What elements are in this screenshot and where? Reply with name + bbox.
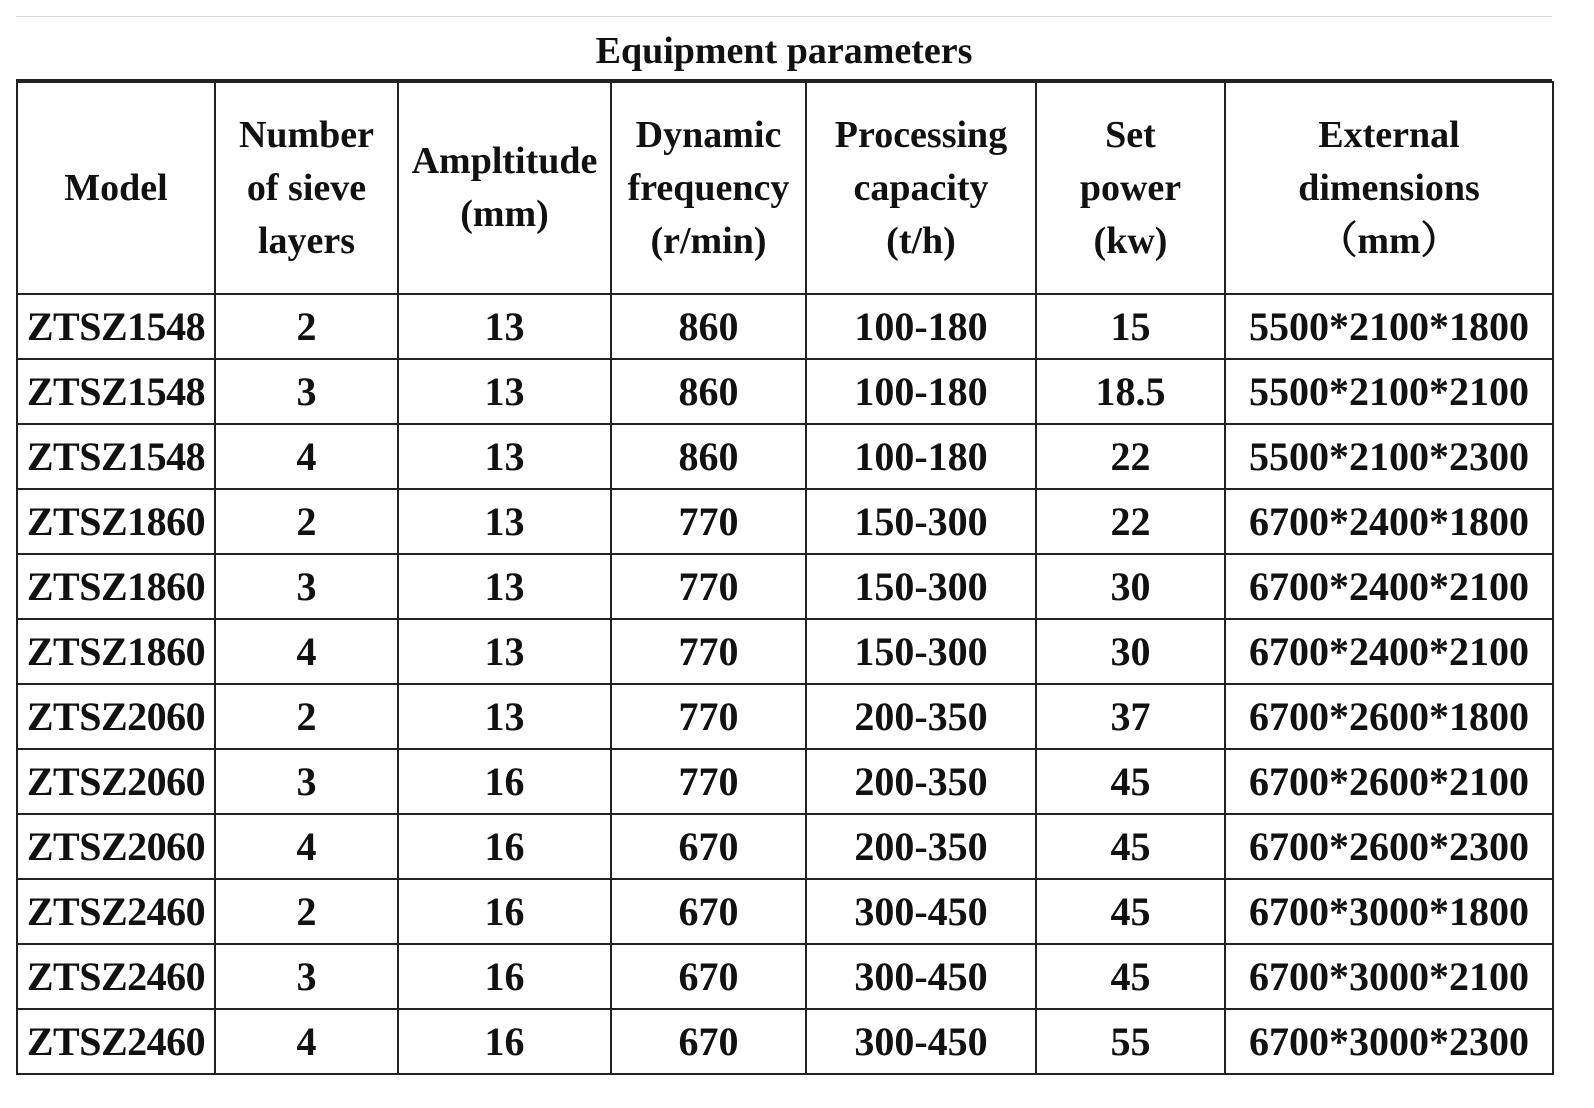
- table-row: [17, 944, 1553, 1009]
- cell-processing-capacity: 100-180: [806, 424, 1036, 489]
- cell-dynamic-frequency: 860: [611, 359, 806, 424]
- cell-amplitude: 16: [398, 749, 611, 814]
- cell-external-dimensions: 5500*2100*2300: [1225, 424, 1553, 489]
- cell-set-power: 15: [1036, 294, 1225, 359]
- cell-processing-capacity: 300-450: [806, 1009, 1036, 1074]
- header-dynamic-frequency: Dynamic frequency (r/min): [611, 82, 806, 294]
- cell-model: ZTSZ2460: [17, 1009, 215, 1074]
- table-title: Equipment parameters: [16, 17, 1552, 81]
- cell-amplitude: 13: [398, 424, 611, 489]
- cell-model: ZTSZ2060: [17, 814, 215, 879]
- cell-external-dimensions: 5500*2100*2100: [1225, 359, 1553, 424]
- cell-sieve-layers: 3: [215, 749, 398, 814]
- table-row: [17, 814, 1553, 879]
- table-row: [17, 879, 1553, 944]
- cell-dynamic-frequency: 770: [611, 684, 806, 749]
- cell-set-power: 30: [1036, 554, 1225, 619]
- cell-model: ZTSZ2060: [17, 684, 215, 749]
- cell-model: ZTSZ1548: [17, 294, 215, 359]
- cell-dynamic-frequency: 670: [611, 814, 806, 879]
- cell-dynamic-frequency: 770: [611, 619, 806, 684]
- header-sieve-layers: Number of sieve layers: [215, 82, 398, 294]
- cell-set-power: 45: [1036, 749, 1225, 814]
- header-row: [17, 82, 1553, 294]
- cell-amplitude: 16: [398, 944, 611, 1009]
- cell-set-power: 37: [1036, 684, 1225, 749]
- cell-model: ZTSZ2060: [17, 749, 215, 814]
- cell-set-power: 22: [1036, 489, 1225, 554]
- cell-set-power: 55: [1036, 1009, 1225, 1074]
- cell-sieve-layers: 2: [215, 879, 398, 944]
- cell-processing-capacity: 100-180: [806, 294, 1036, 359]
- cell-external-dimensions: 6700*3000*2100: [1225, 944, 1553, 1009]
- cell-processing-capacity: 100-180: [806, 359, 1036, 424]
- header-amplitude: Ampltitude (mm): [398, 82, 611, 294]
- cell-sieve-layers: 4: [215, 424, 398, 489]
- cell-external-dimensions: 6700*3000*2300: [1225, 1009, 1553, 1074]
- table-row: [17, 684, 1553, 749]
- parameters-table: [16, 81, 1554, 1075]
- cell-external-dimensions: 6700*3000*1800: [1225, 879, 1553, 944]
- cell-amplitude: 16: [398, 879, 611, 944]
- cell-amplitude: 13: [398, 684, 611, 749]
- cell-processing-capacity: 300-450: [806, 944, 1036, 1009]
- table-row: [17, 749, 1553, 814]
- table-row: [17, 294, 1553, 359]
- cell-set-power: 18.5: [1036, 359, 1225, 424]
- header-set-power: Set power (kw): [1036, 82, 1225, 294]
- cell-dynamic-frequency: 770: [611, 489, 806, 554]
- cell-amplitude: 16: [398, 1009, 611, 1074]
- cell-processing-capacity: 150-300: [806, 619, 1036, 684]
- header-model: Model: [17, 82, 215, 294]
- cell-sieve-layers: 3: [215, 554, 398, 619]
- cell-dynamic-frequency: 670: [611, 944, 806, 1009]
- cell-external-dimensions: 6700*2400*2100: [1225, 619, 1553, 684]
- header-processing-capacity: Processing capacity (t/h): [806, 82, 1036, 294]
- cell-model: ZTSZ2460: [17, 944, 215, 1009]
- cell-processing-capacity: 150-300: [806, 554, 1036, 619]
- cell-amplitude: 13: [398, 554, 611, 619]
- cell-model: ZTSZ1860: [17, 619, 215, 684]
- cell-sieve-layers: 4: [215, 1009, 398, 1074]
- cell-model: ZTSZ1548: [17, 424, 215, 489]
- cell-set-power: 45: [1036, 879, 1225, 944]
- cell-processing-capacity: 300-450: [806, 879, 1036, 944]
- cell-sieve-layers: 2: [215, 294, 398, 359]
- table-row: [17, 1009, 1553, 1074]
- cell-dynamic-frequency: 670: [611, 1009, 806, 1074]
- cell-sieve-layers: 3: [215, 359, 398, 424]
- table-row: [17, 359, 1553, 424]
- cell-set-power: 30: [1036, 619, 1225, 684]
- cell-dynamic-frequency: 670: [611, 879, 806, 944]
- cell-external-dimensions: 5500*2100*1800: [1225, 294, 1553, 359]
- cell-model: ZTSZ1860: [17, 554, 215, 619]
- table-row: [17, 424, 1553, 489]
- cell-set-power: 45: [1036, 944, 1225, 1009]
- cell-processing-capacity: 150-300: [806, 489, 1036, 554]
- cell-amplitude: 13: [398, 294, 611, 359]
- equipment-parameters-sheet: [16, 16, 1552, 1076]
- cell-set-power: 22: [1036, 424, 1225, 489]
- cell-external-dimensions: 6700*2600*2300: [1225, 814, 1553, 879]
- cell-dynamic-frequency: 860: [611, 424, 806, 489]
- cell-amplitude: 13: [398, 359, 611, 424]
- cell-dynamic-frequency: 860: [611, 294, 806, 359]
- cell-external-dimensions: 6700*2400*1800: [1225, 489, 1553, 554]
- cell-model: ZTSZ2460: [17, 879, 215, 944]
- cell-amplitude: 16: [398, 814, 611, 879]
- cell-external-dimensions: 6700*2400*2100: [1225, 554, 1553, 619]
- cell-sieve-layers: 4: [215, 814, 398, 879]
- cell-sieve-layers: 2: [215, 684, 398, 749]
- cell-model: ZTSZ1548: [17, 359, 215, 424]
- cell-external-dimensions: 6700*2600*1800: [1225, 684, 1553, 749]
- cell-amplitude: 13: [398, 489, 611, 554]
- cell-processing-capacity: 200-350: [806, 749, 1036, 814]
- cell-set-power: 45: [1036, 814, 1225, 879]
- cell-processing-capacity: 200-350: [806, 684, 1036, 749]
- table-row: [17, 619, 1553, 684]
- cell-amplitude: 13: [398, 619, 611, 684]
- cell-sieve-layers: 3: [215, 944, 398, 1009]
- cell-sieve-layers: 4: [215, 619, 398, 684]
- cell-dynamic-frequency: 770: [611, 749, 806, 814]
- cell-sieve-layers: 2: [215, 489, 398, 554]
- header-external-dimensions: External dimensions （mm）: [1225, 82, 1553, 294]
- cell-dynamic-frequency: 770: [611, 554, 806, 619]
- table-row: [17, 489, 1553, 554]
- cell-model: ZTSZ1860: [17, 489, 215, 554]
- cell-external-dimensions: 6700*2600*2100: [1225, 749, 1553, 814]
- table-row: [17, 554, 1553, 619]
- cell-processing-capacity: 200-350: [806, 814, 1036, 879]
